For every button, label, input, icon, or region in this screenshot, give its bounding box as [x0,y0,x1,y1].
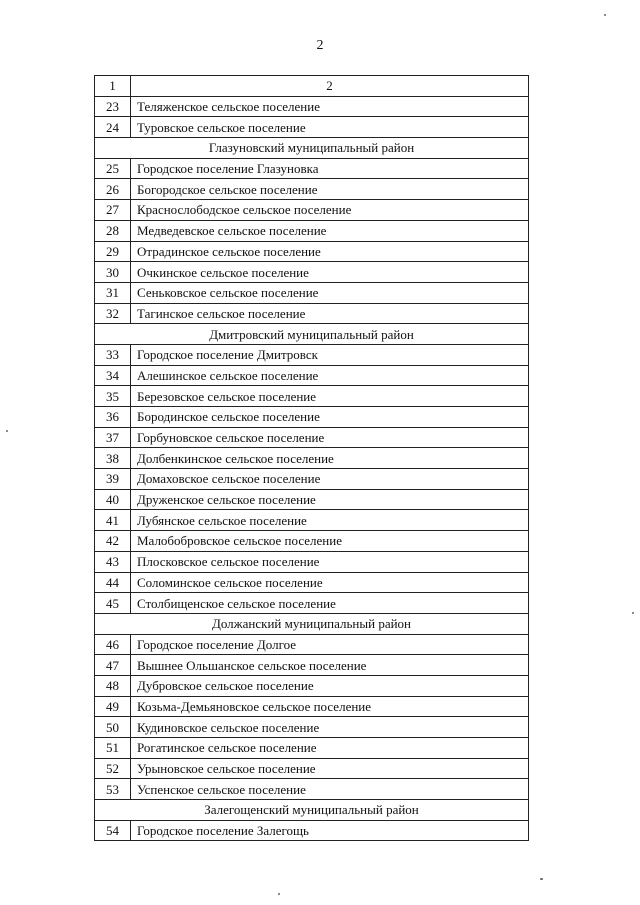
table-row [95,655,529,676]
row-number: 45 [95,593,131,614]
district-name: Должанский муниципальный район [95,613,529,634]
settlement-name: Очкинское сельское поселение [131,262,529,283]
settlement-name: Богородское сельское поселение [131,179,529,200]
row-number: 23 [95,96,131,117]
settlement-name: Дубровское сельское поселение [131,675,529,696]
header-col-1: 1 [95,76,131,97]
table-row [95,820,529,841]
settlement-name: Малобобровское сельское поселение [131,531,529,552]
table-row [95,593,529,614]
table-row [95,738,529,759]
settlement-name: Бородинское сельское поселение [131,407,529,428]
row-number: 28 [95,220,131,241]
settlement-name: Городское поселение Глазуновка [131,158,529,179]
table-row [95,675,529,696]
table-row [95,365,529,386]
scan-speck [632,612,634,614]
row-number: 41 [95,510,131,531]
settlement-name: Городское поселение Долгое [131,634,529,655]
table-header-row [95,76,529,97]
header-col-2: 2 [131,76,529,97]
settlement-name: Сеньковское сельское поселение [131,282,529,303]
row-number: 50 [95,717,131,738]
row-number: 44 [95,572,131,593]
table-row [95,241,529,262]
settlement-name: Успенское сельское поселение [131,779,529,800]
settlement-name: Туровское сельское поселение [131,117,529,138]
table-row [95,758,529,779]
row-number: 24 [95,117,131,138]
table-row [95,407,529,428]
settlements-table [94,75,529,841]
table-row [95,779,529,800]
settlement-name: Козьма-Демьяновское сельское поселение [131,696,529,717]
table-row [95,179,529,200]
settlement-name: Вышнее Ольшанское сельское поселение [131,655,529,676]
table-row [95,220,529,241]
scan-speck [6,430,8,432]
row-number: 51 [95,738,131,759]
table-row [95,303,529,324]
row-number: 47 [95,655,131,676]
settlement-name: Алешинское сельское поселение [131,365,529,386]
table-body [95,76,529,841]
row-number: 34 [95,365,131,386]
settlement-name: Теляженское сельское поселение [131,96,529,117]
table-row [95,696,529,717]
district-header-row [95,324,529,345]
row-number: 29 [95,241,131,262]
settlement-name: Кудиновское сельское поселение [131,717,529,738]
table-row [95,262,529,283]
row-number: 43 [95,551,131,572]
district-header-row [95,138,529,159]
page-number: 2 [316,38,324,53]
settlement-name: Рогатинское сельское поселение [131,738,529,759]
settlement-name: Краснослободское сельское поселение [131,200,529,221]
row-number: 30 [95,262,131,283]
table-row [95,572,529,593]
row-number: 33 [95,344,131,365]
table-row [95,531,529,552]
scan-speck [278,893,280,895]
row-number: 36 [95,407,131,428]
settlement-name: Друженское сельское поселение [131,489,529,510]
table-row [95,551,529,572]
row-number: 54 [95,820,131,841]
settlement-name: Горбуновское сельское поселение [131,427,529,448]
row-number: 27 [95,200,131,221]
table-row [95,282,529,303]
district-header-row [95,613,529,634]
row-number: 32 [95,303,131,324]
settlement-name: Урыновское сельское поселение [131,758,529,779]
scan-speck [540,878,543,880]
row-number: 35 [95,386,131,407]
district-name: Дмитровский муниципальный район [95,324,529,345]
table-row [95,510,529,531]
settlement-name: Домаховское сельское поселение [131,469,529,490]
row-number: 53 [95,779,131,800]
row-number: 42 [95,531,131,552]
table-row [95,717,529,738]
settlement-name: Городское поселение Залегощь [131,820,529,841]
table-row [95,344,529,365]
settlement-name: Плосковское сельское поселение [131,551,529,572]
row-number: 37 [95,427,131,448]
settlement-name: Лубянское сельское поселение [131,510,529,531]
row-number: 40 [95,489,131,510]
settlement-name: Городское поселение Дмитровск [131,344,529,365]
district-name: Залегощенский муниципальный район [95,800,529,821]
row-number: 26 [95,179,131,200]
row-number: 38 [95,448,131,469]
settlement-name: Соломинское сельское поселение [131,572,529,593]
district-header-row [95,800,529,821]
table-row [95,448,529,469]
settlement-name: Березовское сельское поселение [131,386,529,407]
district-name: Глазуновский муниципальный район [95,138,529,159]
table-row [95,427,529,448]
table-row [95,158,529,179]
row-number: 39 [95,469,131,490]
table-row [95,489,529,510]
row-number: 49 [95,696,131,717]
table-row [95,96,529,117]
table-row [95,117,529,138]
table-row [95,386,529,407]
settlement-name: Отрадинское сельское поселение [131,241,529,262]
table-row [95,634,529,655]
table-row [95,469,529,490]
table-row [95,200,529,221]
settlement-name: Столбищенское сельское поселение [131,593,529,614]
settlement-name: Тагинское сельское поселение [131,303,529,324]
row-number: 52 [95,758,131,779]
row-number: 48 [95,675,131,696]
settlement-name: Медведевское сельское поселение [131,220,529,241]
row-number: 31 [95,282,131,303]
settlement-name: Долбенкинское сельское поселение [131,448,529,469]
row-number: 25 [95,158,131,179]
scan-speck [604,14,606,16]
row-number: 46 [95,634,131,655]
